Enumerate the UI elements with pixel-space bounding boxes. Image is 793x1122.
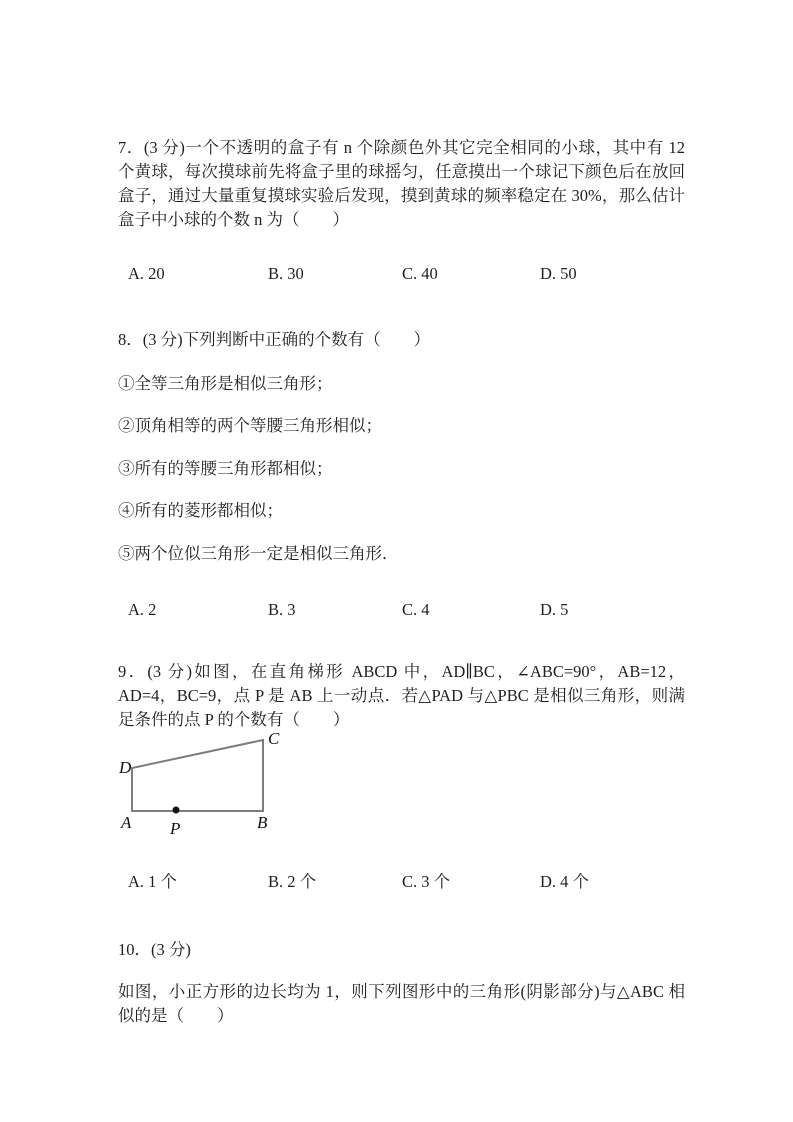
question-9-options: [0, 870, 793, 894]
question-7-options: [0, 262, 793, 286]
question-8-option-b: B. 3: [268, 600, 296, 619]
question-10-text: 如图，小正方形的边长均为 1，则下列图形中的三角形(阴影部分)与△ABC 相似的是（ ）: [118, 982, 685, 1025]
vertex-label-c: C: [268, 729, 280, 748]
question-8-option-d: D. 5: [540, 600, 569, 619]
question-8-option-a: A. 2: [128, 600, 157, 619]
question-9-option-a: A. 1 个: [128, 872, 178, 891]
vertex-label-b: B: [257, 813, 268, 832]
question-9-text: 9．(3 分)如图，在直角梯形 ABCD 中，AD∥BC，∠ABC=90°，AB=12，AD=4，BC=9，点 P 是 AB 上一动点．若△PAD 与△PBC 是相似三角形，则满足条件的点 P 的个数有（ ）: [118, 662, 685, 729]
question-8-statement-4: ④所有的菱形都相似；: [118, 501, 283, 520]
vertex-label-a: A: [121, 813, 132, 832]
question-7-text: 7．(3 分)一个不透明的盒子有 n 个除颜色外其它完全相同的小球，其中有 12 个黄球，每次摸球前先将盒子里的球摇匀，任意摸出一个球记下颜色后在放回盒子，通过大量重复摸球实验后发现，摸到黄球的频率稳定在 30%，那么估计盒子中小球的个数 n 为（ ）: [118, 138, 685, 229]
question-8-statement-5: ⑤两个位似三角形一定是相似三角形．: [118, 544, 399, 563]
question-8-statement-1: ①全等三角形是相似三角形；: [118, 374, 333, 393]
question-9-option-b: B. 2 个: [268, 872, 317, 891]
question-9-option-c: C. 3 个: [402, 872, 451, 891]
question-7-option-c: C. 40: [402, 264, 438, 283]
question-9-trapezoid-diagram: [116, 727, 288, 839]
question-8-options: [0, 598, 793, 622]
question-9-option-d: D. 4 个: [540, 872, 590, 891]
question-8-text: 8．(3 分)下列判断中正确的个数有（ ）: [118, 330, 431, 349]
trapezoid-outline: [132, 740, 263, 811]
question-8-statement-2: ②顶角相等的两个等腰三角形相似；: [118, 416, 382, 435]
question-7-option-d: D. 50: [540, 264, 577, 283]
question-7-option-a: A. 20: [128, 264, 165, 283]
vertex-label-d: D: [119, 758, 132, 777]
question-8-option-c: C. 4: [402, 600, 430, 619]
question-10-header: 10．(3 分): [118, 940, 191, 959]
question-8-statement-3: ③所有的等腰三角形都相似；: [118, 459, 333, 478]
point-label-p: P: [170, 819, 181, 838]
question-7-option-b: B. 30: [268, 264, 304, 283]
point-p-dot: [173, 807, 180, 814]
